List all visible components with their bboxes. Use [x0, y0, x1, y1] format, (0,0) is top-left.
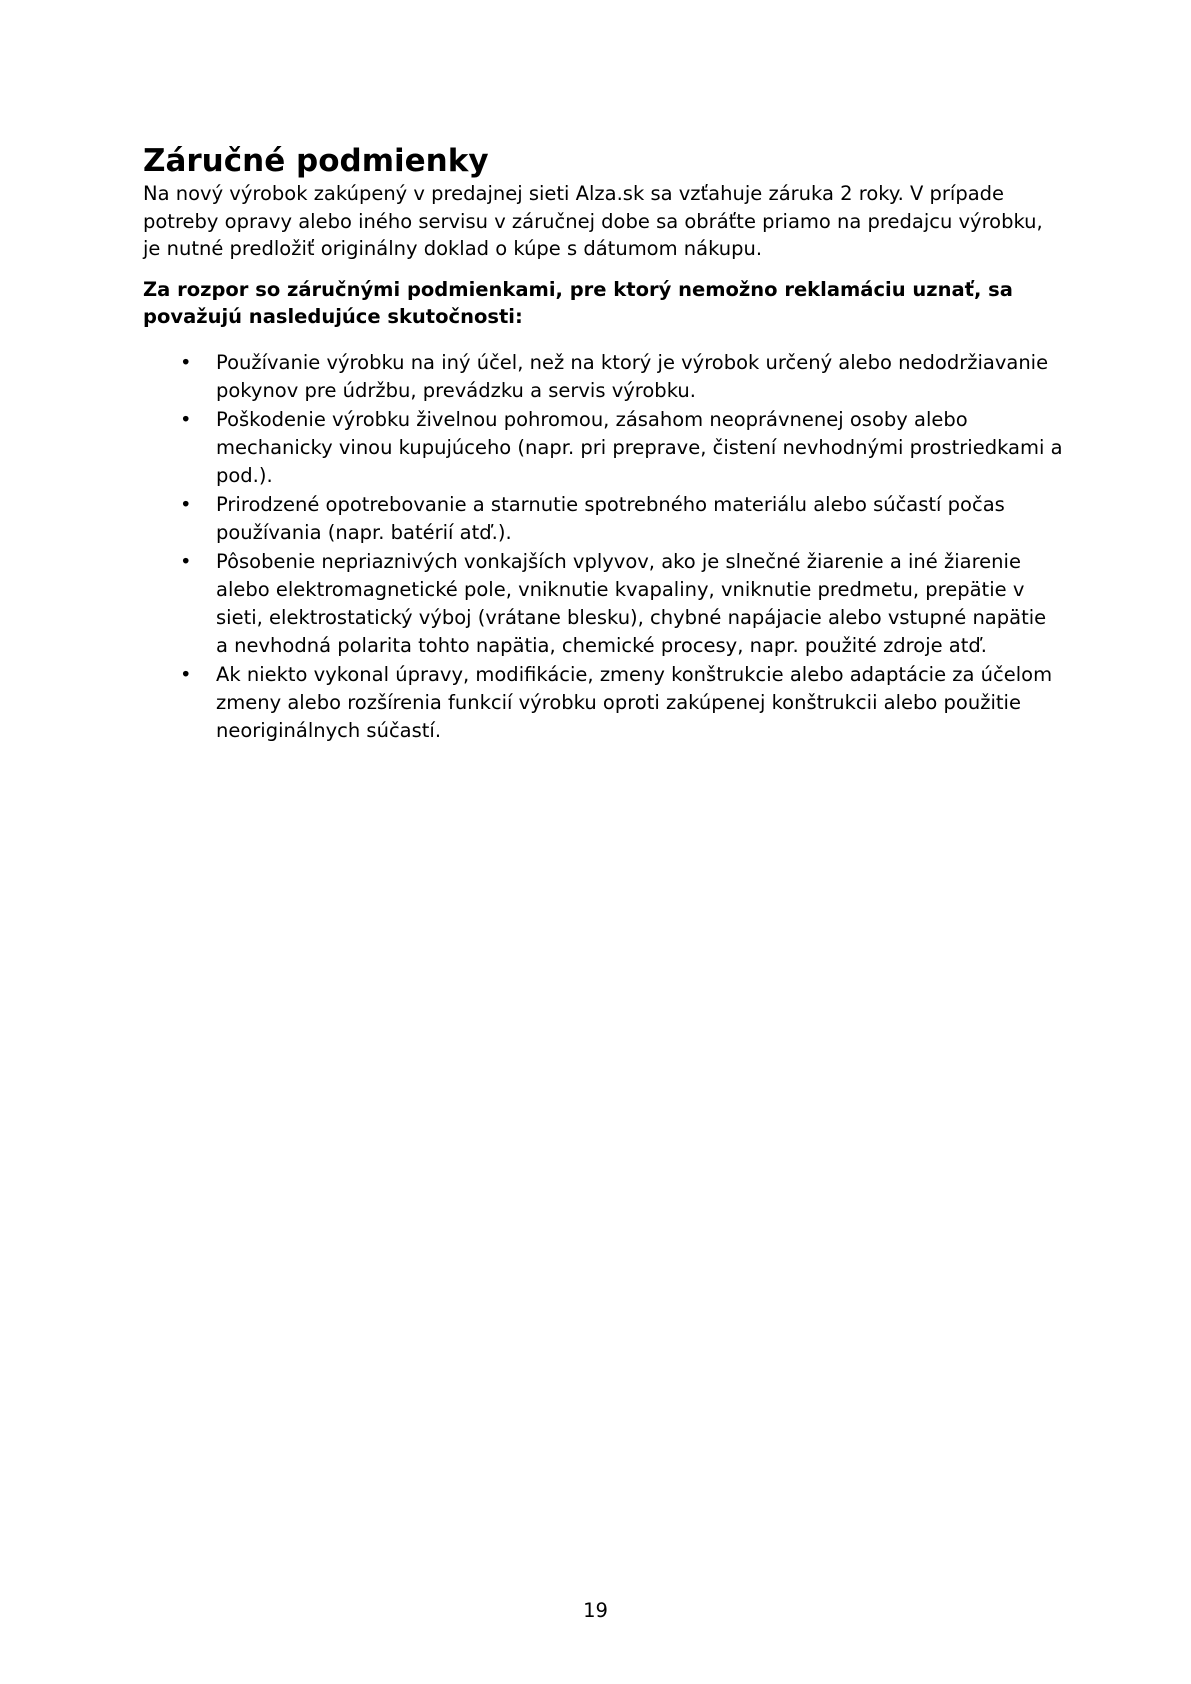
- bullet-icon: •: [180, 492, 192, 516]
- condition-item: [143, 661, 1063, 745]
- page-number: 19: [583, 1599, 608, 1622]
- page-title: Záručné podmienky: [143, 143, 489, 179]
- conditions-heading: Za rozpor so záručnými podmienkami, pre ktorý nemožno reklamáciu uznať, sa považujú nasledujúce skutočnosti:: [143, 277, 1013, 328]
- condition-text: Prirodzené opotrebovanie a starnutie spotrebného materiálu alebo súčastí počas používania (napr. batérií atď.).: [216, 492, 1005, 544]
- condition-text: Poškodenie výrobku živelnou pohromou, zásahom neoprávnenej osoby alebo mechanicky vinou kupujúceho (napr. pri preprave, čistení nevhodnými prostriedkami a pod.).: [216, 407, 1063, 487]
- bullet-icon: •: [180, 350, 192, 374]
- condition-item: [143, 349, 1063, 405]
- page-content: [143, 142, 1063, 746]
- condition-item: [143, 548, 1063, 660]
- conditions-list: [143, 349, 1063, 745]
- intro-paragraph: Na nový výrobok zakúpený v predajnej sieti Alza.sk sa vzťahuje záruka 2 roky. V prípade potreby opravy alebo iného servisu v záručnej dobe sa obráťte priamo na predajcu výrobku, je nutné predložiť originálny doklad o kúpe s dátumom nákupu.: [143, 182, 1043, 260]
- condition-item: [143, 406, 1063, 490]
- condition-text: Používanie výrobku na iný účel, než na ktorý je výrobok určený alebo nedodržiavanie pokynov pre údržbu, prevádzku a servis výrobku.: [216, 350, 1049, 402]
- condition-text: Pôsobenie nepriaznivých vonkajších vplyvov, ako je slnečné žiarenie a iné žiarenie alebo elektromagnetické pole, vniknutie kvapaliny, vniknutie predmetu, prepätie v sieti, elektrostatický výboj (vrátane blesku), chybné napájacie alebo vstupné napätie a nevhodná polarita tohto napätia, chemické procesy, napr. použité zdroje atď.: [216, 549, 1047, 657]
- condition-text: Ak niekto vykonal úpravy, modifikácie, zmeny konštrukcie alebo adaptácie za účelom zmeny alebo rozšírenia funkcií výrobku oproti zakúpenej konštrukcii alebo použitie neoriginálnych súčastí.: [216, 662, 1053, 742]
- bullet-icon: •: [180, 407, 192, 431]
- bullet-icon: •: [180, 662, 192, 686]
- condition-item: [143, 491, 1063, 547]
- bullet-icon: •: [180, 549, 192, 573]
